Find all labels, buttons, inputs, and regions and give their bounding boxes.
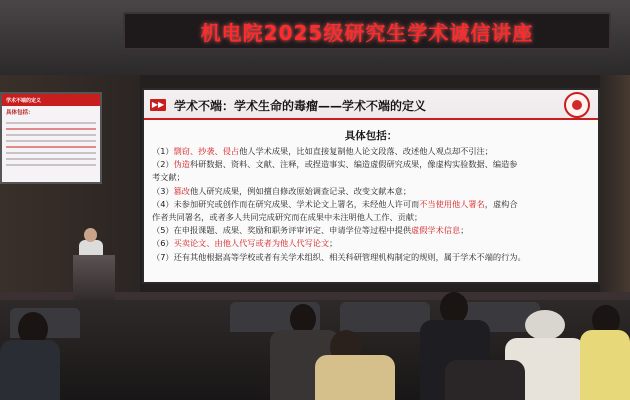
slide-line	[152, 171, 592, 184]
side-screen-subtitle: 具体包括：	[6, 110, 34, 116]
slide-item-text: 作者共同署名，或者多人共同完成研究而在成果中未注明他人工作、贡献；	[152, 212, 423, 223]
side-screen-text-line	[6, 152, 96, 154]
slide-line	[152, 224, 592, 237]
slide-line	[152, 211, 592, 224]
slide-line	[152, 158, 592, 171]
projection-screen	[142, 88, 600, 284]
side-screen	[0, 92, 102, 184]
slide-item-text: 还有其他根据高等学校或者有关学术组织、相关科研管理机构制定的规则，属于学术不端的行为。	[173, 251, 526, 262]
slide-item-number: （1）	[152, 146, 174, 156]
led-banner	[123, 12, 611, 50]
slide-line	[152, 198, 592, 211]
slide-line	[152, 145, 592, 158]
slide-item-text: 在申报课题、成果、奖励和职务评审评定、申请学位等过程中提供	[173, 225, 412, 236]
slide-item-text: 未参加研究或创作而在研究成果、学术论文上署名，未经他人许可而	[173, 198, 420, 209]
slide-item-text: 科研数据、资料、文献、注释，或捏造事实、编造虚假研究成果，像虚构实验数据、编造参	[189, 159, 518, 170]
speaker-head	[84, 228, 97, 242]
slide-item-highlight: 剽窃、抄袭、侵占	[173, 146, 240, 156]
slide-item-number: （7）	[152, 251, 174, 262]
slide-header	[144, 90, 598, 120]
slide-body	[152, 145, 592, 264]
slide-item-number: （4）	[152, 198, 174, 209]
slide-item-highlight: 篡改	[173, 185, 190, 196]
side-screen-text-line	[6, 158, 96, 160]
seat	[340, 302, 430, 332]
slide-line	[152, 237, 592, 250]
slide-item-highlight: 买卖论文、由他人代写或者为他人代写论文	[173, 238, 330, 249]
audience-member	[315, 355, 395, 400]
slide-line	[152, 251, 592, 264]
slide-item-text: ；	[460, 225, 469, 236]
slide-item-highlight: 虚假学术信息	[411, 225, 461, 236]
slide-item-text: 他人学术成果，比如直接复制他人论文段落、改述他人观点却不引注；	[239, 146, 493, 156]
slide-item-highlight: 不当使用他人署名	[419, 198, 485, 209]
slide-item-text: ，虚构合	[484, 198, 518, 209]
audience-member	[580, 330, 630, 400]
slide-line	[152, 185, 592, 198]
side-screen-text-line	[6, 164, 96, 166]
side-screen-title: 学术不端的定义	[6, 97, 42, 104]
slide-item-text: ；	[329, 238, 338, 249]
side-screen-text-line	[6, 146, 96, 148]
slide-item-highlight: 伪造	[173, 159, 190, 170]
audience-member	[0, 340, 60, 400]
audience	[0, 300, 630, 400]
side-screen-text-line	[6, 122, 96, 124]
slide-title: 学术不端：学术生命的毒瘤——学术不端的定义	[174, 99, 427, 113]
slide-item-number: （3）	[152, 185, 174, 196]
slide-item-text: 他人研究成果，例如擅自修改原始调查记录、改变文献本意；	[189, 185, 412, 196]
slide-item-number: （2）	[152, 159, 174, 170]
slide-item-text: 考文献；	[152, 172, 185, 183]
side-screen-text-line	[6, 128, 96, 130]
right-wall	[600, 75, 630, 305]
banner-text: 机电院2025级研究生学术诚信讲座	[200, 20, 534, 45]
side-screen-header	[2, 94, 100, 106]
side-screen-text-line	[6, 134, 96, 136]
audience-member	[445, 360, 525, 400]
slide-item-number: （6）	[152, 238, 174, 249]
audience-cap	[525, 310, 565, 340]
podium	[73, 255, 115, 305]
slide-item-number: （5）	[152, 225, 174, 236]
side-screen-text-line	[6, 140, 96, 142]
slide-subtitle: 具体包括：	[344, 130, 398, 142]
play-arrows-icon: ▶▶	[151, 100, 165, 109]
university-logo-icon	[564, 92, 590, 118]
